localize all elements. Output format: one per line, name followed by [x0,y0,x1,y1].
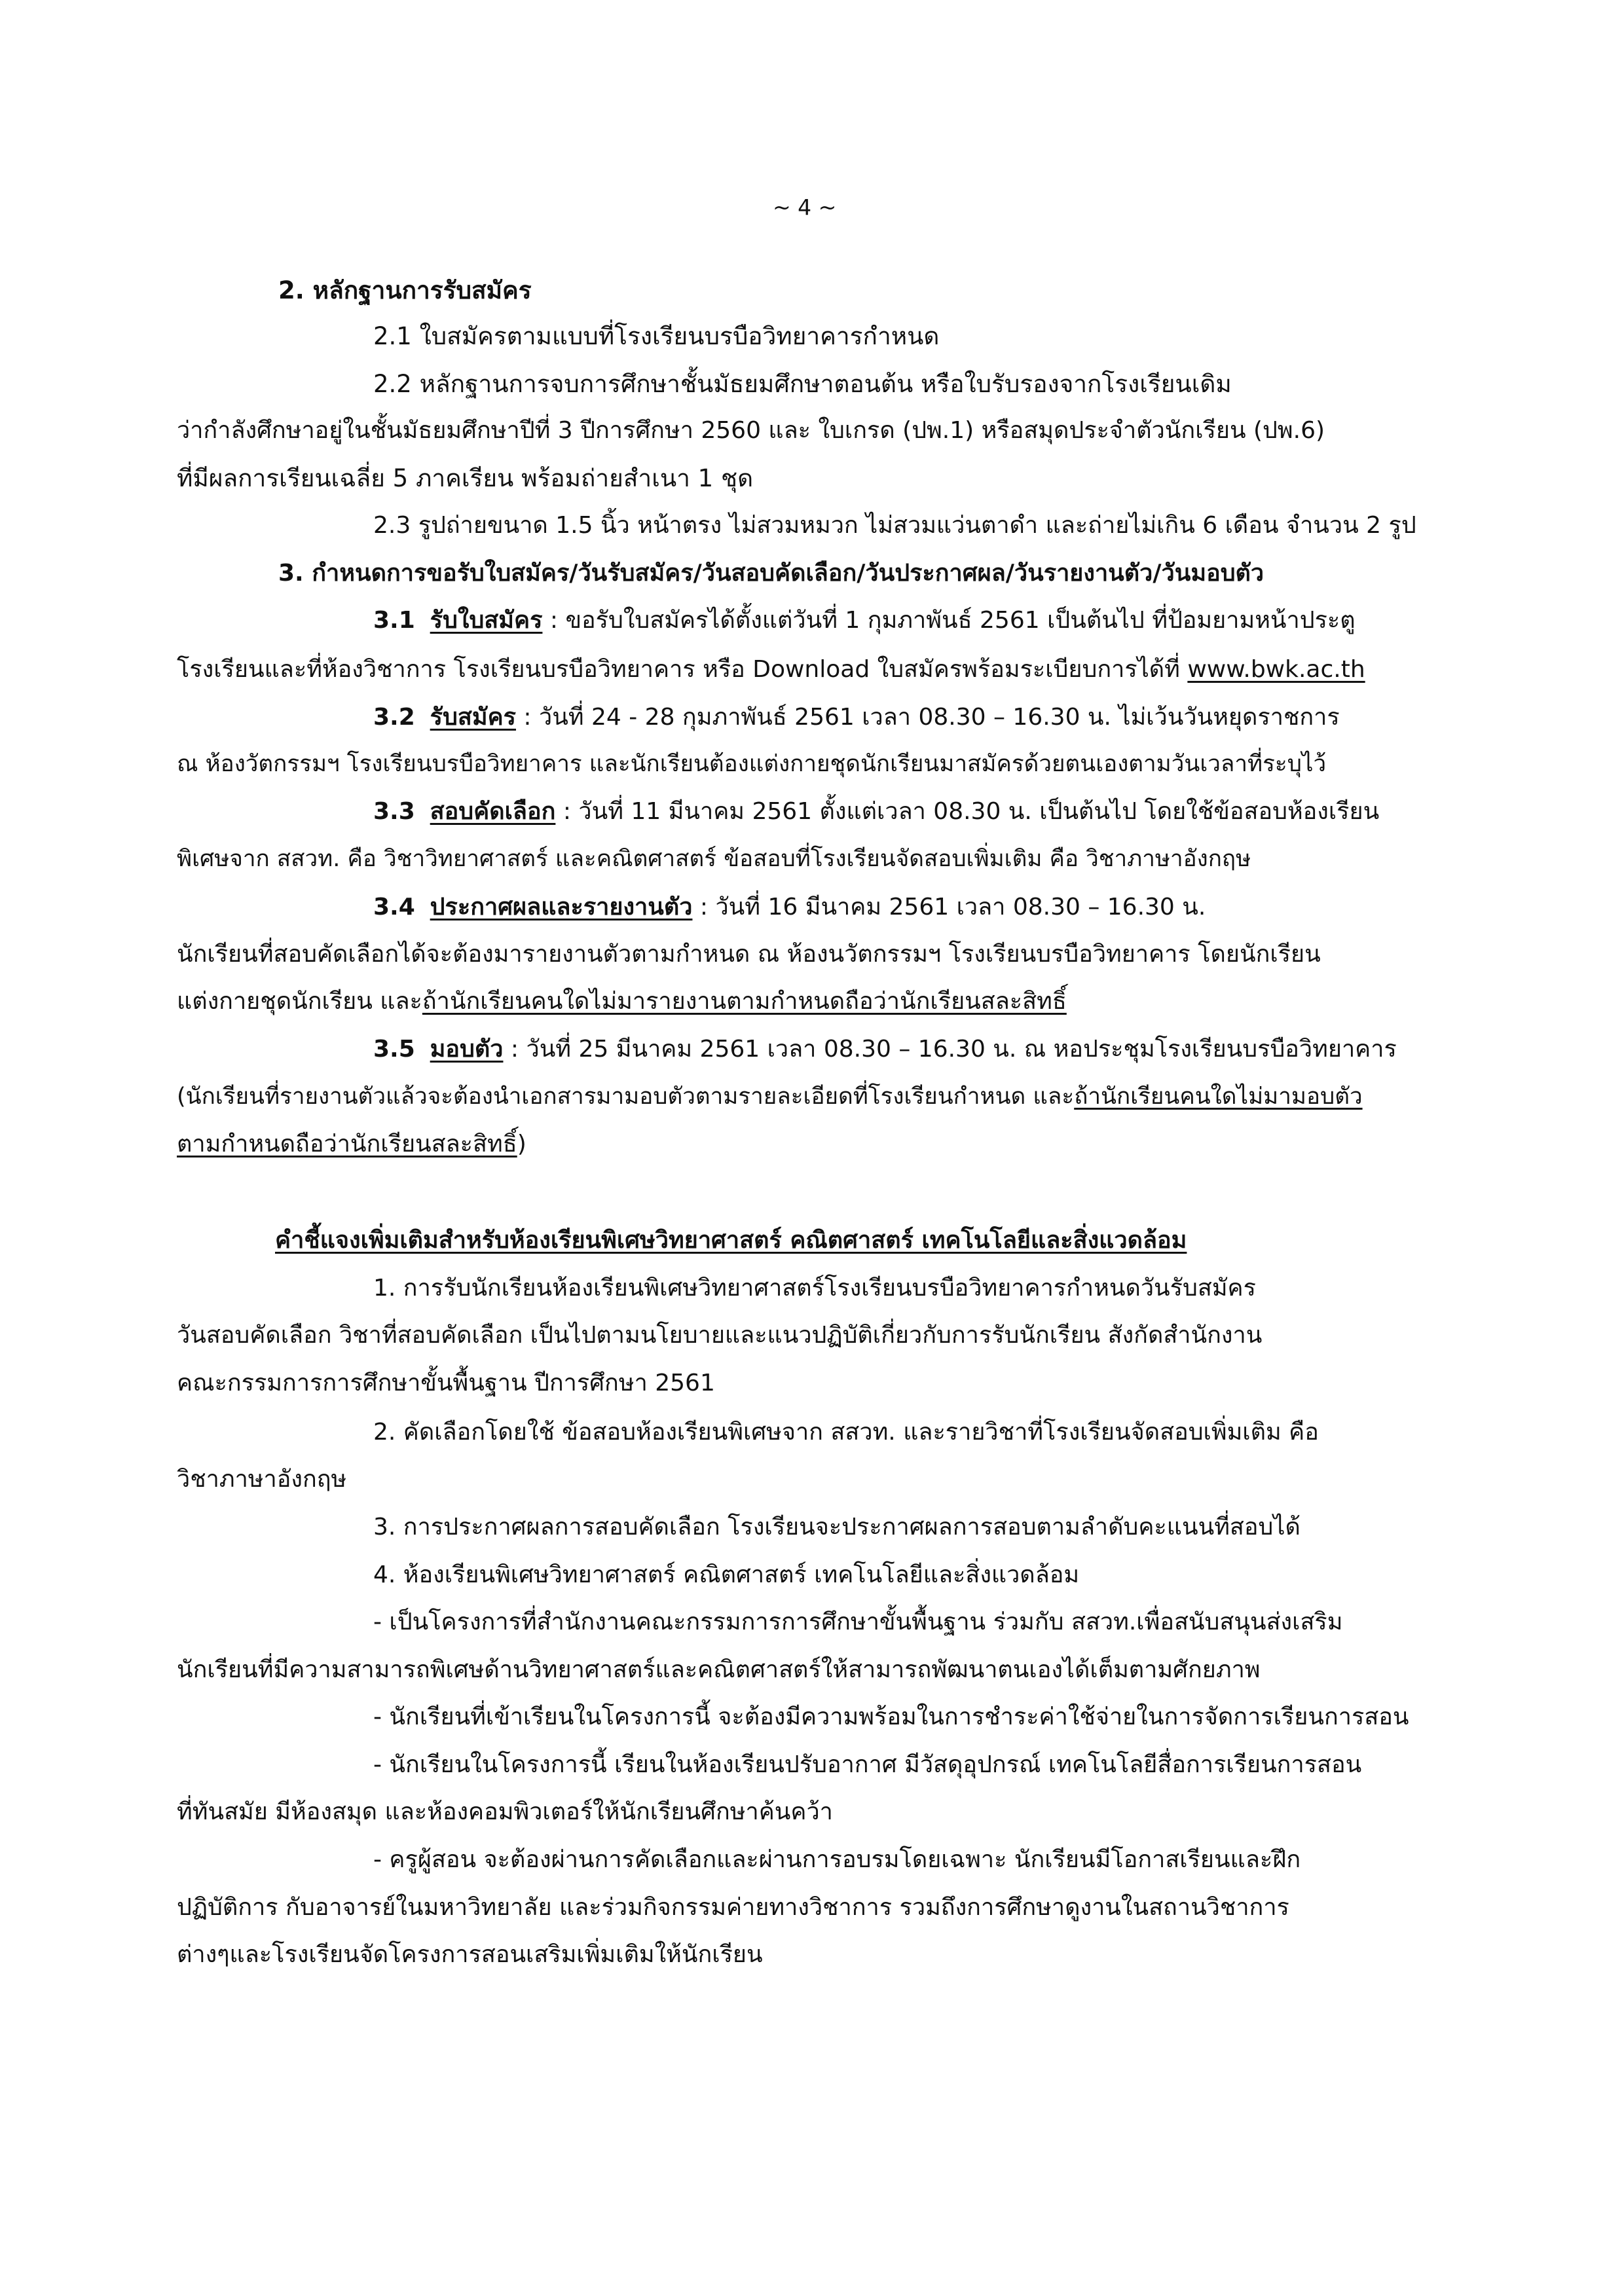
note-4: 4. ห้องเรียนพิเศษวิทยาศาสตร์ คณิตศาสตร์ เทคโนโลยีและสิ่งแวดล้อม [373,1561,1080,1588]
item-3-2-line1 [373,706,1340,729]
item-3-4-line3-text: แต่งกายชุดนักเรียน และ [177,988,422,1015]
closing-paren: ) [517,1131,526,1157]
item-3-3-line1 [373,800,1379,824]
item-3-4-number: 3.4 [373,894,415,920]
item-3-4-line1 [373,896,1206,919]
section-3-heading: 3. กำหนดการขอรับใบสมัคร/วันรับสมัคร/วันสอบคัดเลือก/วันประกาศผล/วันรายงานตัว/วันมอบตัว [278,560,1264,587]
item-2-2-line2: ว่ากำลังศึกษาอยู่ในชั้นมัธยมศึกษาปีที่ 3 ปีการศึกษา 2560 และ ใบเกรด (ปพ.1) หรือสมุดประจำตัวนักเรียน (ปพ.6) [177,417,1325,444]
item-3-5-line3 [177,1133,526,1156]
item-3-5-text: : วันที่ 25 มีนาคม 2561 เวลา 08.30 – 16.30 น. ณ หอประชุมโรงเรียนบรบือวิทยาคาร [503,1036,1397,1063]
item-2-2-line3: ที่มีผลการเรียนเฉลี่ย 5 ภาคเรียน พร้อมถ่ายสำเนา 1 ชุด [177,464,754,492]
note-1-line2: วันสอบคัดเลือก วิชาที่สอบคัดเลือก เป็นไปตามนโยบายและแนวปฏิบัติเกี่ยวกับการรับนักเรียน สังกัดสำนักงาน [177,1322,1263,1349]
item-3-5-forfeit-note: ถ้านักเรียนคนใดไม่มามอบตัว [1074,1084,1363,1110]
note-2-line2: วิชาภาษาอังกฤษ [177,1466,347,1493]
item-3-3-number: 3.3 [373,798,415,825]
bullet-4-line2: ปฏิบัติการ กับอาจารย์ในมหาวิทยาลัย และร่วมกิจกรรมค่ายทางวิชาการ รวมถึงการศึกษาดูงานในสถานวิชาการ [177,1894,1289,1921]
bullet-1-line2: นักเรียนที่มีความสามารถพิเศษด้านวิทยาศาสตร์และคณิตศาสตร์ให้สามารถพัฒนาตนเองได้เต็มตามศักยภาพ [177,1656,1261,1683]
item-3-4-text: : วันที่ 16 มีนาคม 2561 เวลา 08.30 – 16.30 น. [692,894,1206,920]
item-3-1-text: : ขอรับใบสมัครได้ตั้งแต่วันที่ 1 กุมภาพันธ์ 2561 เป็นต้นไป ที่ป้อมยามหน้าประตู [542,607,1356,634]
bullet-3-line1: - นักเรียนในโครงการนี้ เรียนในห้องเรียนปรับอากาศ มีวัสดุอุปกรณ์ เทคโนโลยีสื่อการเรียนการสอน [373,1751,1362,1778]
website-link[interactable]: www.bwk.ac.th [1187,656,1365,683]
bullet-3-line2: ที่ทันสมัย มีห้องสมุด และห้องคอมพิวเตอร์ให้นักเรียนศึกษาค้นคว้า [177,1798,833,1825]
item-3-1-line2-text: โรงเรียนและที่ห้องวิชาการ โรงเรียนบรบือวิทยาคาร หรือ Download ใบสมัครพร้อมระเบียบการได้ที่ [177,656,1188,683]
item-3-5-line1 [373,1038,1397,1061]
item-3-4-label: ประกาศผลและรายงานตัว [430,894,693,920]
note-1-line1: 1. การรับนักเรียนห้องเรียนพิเศษวิทยาศาสตร์โรงเรียนบรบือวิทยาคารกำหนดวันรับสมัคร [373,1275,1256,1302]
item-3-5-forfeit-note-cont: ตามกำหนดถือว่านักเรียนสละสิทธิ์ [177,1131,517,1157]
item-3-1-number: 3.1 [373,607,415,634]
bullet-2: - นักเรียนที่เข้าเรียนในโครงการนี้ จะต้องมีความพร้อมในการชำระค่าใช้จ่ายในการจัดการเรียนการสอน [373,1704,1409,1730]
item-3-3-line2: พิเศษจาก สสวท. คือ วิชาวิทยาศาสตร์ และคณิตศาสตร์ ข้อสอบที่โรงเรียนจัดสอบเพิ่มเติม คือ วิชาภาษาอังกฤษ [177,846,1251,872]
item-3-3-label: สอบคัดเลือก [430,798,556,825]
item-3-1-label: รับใบสมัคร [430,607,543,634]
notes-heading: คำชี้แจงเพิ่มเติมสำหรับห้องเรียนพิเศษวิทยาศาสตร์ คณิตศาสตร์ เทคโนโลยีและสิ่งแวดล้อม [275,1227,1187,1254]
item-2-1: 2.1 ใบสมัครตามแบบที่โรงเรียนบรบือวิทยาคารกำหนด [373,322,940,350]
item-3-1-line2 [177,658,1365,682]
note-1-line3: คณะกรรมการการศึกษาขั้นพื้นฐาน ปีการศึกษา 2561 [177,1370,715,1396]
item-3-1-line1 [373,609,1356,632]
item-2-3: 2.3 รูปถ่ายขนาด 1.5 นิ้ว หน้าตรง ไม่สวมหมวก ไม่สวมแว่นตาดำ และถ่ายไม่เกิน 6 เดือน จำนวน 2 รูป [373,512,1416,539]
bullet-4-line3: ต่างๆและโรงเรียนจัดโครงการสอนเสริมเพิ่มเติมให้นักเรียน [177,1941,763,1968]
note-3: 3. การประกาศผลการสอบคัดเลือก โรงเรียนจะประกาศผลการสอบตามลำดับคะแนนที่สอบได้ [373,1514,1301,1540]
item-3-2-label: รับสมัคร [430,704,516,731]
item-3-5-line2 [177,1085,1363,1108]
item-3-2-line2: ณ ห้องวัตกรรมฯ โรงเรียนบรบือวิทยาคาร และนักเรียนต้องแต่งกายชุดนักเรียนมาสมัครด้วยตนเองตามวันเวลาที่ระบุไว้ [177,751,1327,777]
bullet-4-line1: - ครูผู้สอน จะต้องผ่านการคัดเลือกและผ่านการอบรมโดยเฉพาะ นักเรียนมีโอกาสเรียนและฝึก [373,1846,1301,1873]
item-2-2-line1: 2.2 หลักฐานการจบการศึกษาชั้นมัธยมศึกษาตอนต้น หรือใบรับรองจากโรงเรียนเดิม [373,370,1232,398]
item-3-4-line2: นักเรียนที่สอบคัดเลือกได้จะต้องมารายงานตัวตามกำหนด ณ ห้องนวัตกรรมฯ โรงเรียนบรบือวิทยาคาร โดยนักเรียน [177,941,1321,968]
item-3-3-text: : วันที่ 11 มีนาคม 2561 ตั้งแต่เวลา 08.30 น. เป็นต้นไป โดยใช้ข้อสอบห้องเรียน [555,798,1380,825]
note-2-line1: 2. คัดเลือกโดยใช้ ข้อสอบห้องเรียนพิเศษจาก สสวท. และรายวิชาที่โรงเรียนจัดสอบเพิ่มเติม คือ [373,1419,1319,1446]
item-3-4-line3 [177,990,1067,1013]
item-3-5-label: มอบตัว [430,1036,504,1063]
item-3-2-text: : วันที่ 24 - 28 กุมภาพันธ์ 2561 เวลา 08.30 – 16.30 น. ไม่เว้นวันหยุดราชการ [515,704,1340,731]
page-number: ~ 4 ~ [773,194,837,220]
bullet-1-line1: - เป็นโครงการที่สำนักงานคณะกรรมการการศึกษาขั้นพื้นฐาน ร่วมกับ สสวท.เพื่อสนับสนุนส่งเสริม [373,1609,1343,1635]
item-3-4-forfeit-note: ถ้านักเรียนคนใดไม่มารายงานตามกำหนดถือว่านักเรียนสละสิทธิ์ [422,988,1067,1015]
item-3-5-line2-text: (นักเรียนที่รายงานตัวแล้วจะต้องนำเอกสารมามอบตัวตามรายละเอียดที่โรงเรียนกำหนด และ [177,1084,1075,1110]
item-3-2-number: 3.2 [373,704,415,731]
item-3-5-number: 3.5 [373,1036,415,1063]
section-2-heading: 2. หลักฐานการรับสมัคร [278,276,532,304]
